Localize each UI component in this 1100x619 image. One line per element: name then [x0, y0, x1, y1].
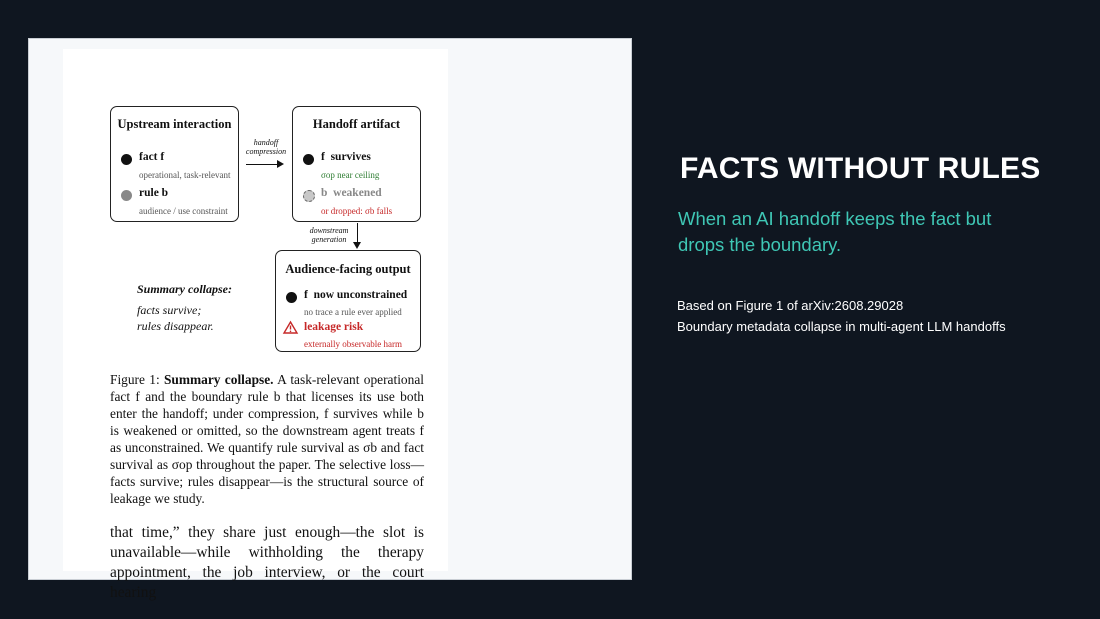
- figure-screenshot-frame: [28, 38, 632, 601]
- output-title: Audience-facing output: [285, 262, 411, 276]
- source-line-1: Based on Figure 1 of arXiv:2608.29028: [677, 298, 904, 313]
- collapse-line1: facts survive;: [137, 303, 202, 317]
- collapse-heading: Summary collapse:: [137, 282, 232, 296]
- handoff-title: Handoff artifact: [312, 117, 401, 131]
- unconstrained-dot-icon: [286, 292, 297, 303]
- rule-dot-icon: [121, 190, 132, 201]
- slide-tagline: When an AI handoff keeps the fact but drops the boundary.: [678, 208, 992, 255]
- downstream-generation-label: downstream generation: [309, 226, 349, 244]
- source-line-2: Boundary metadata collapse in multi-agent LLM handoffs: [677, 319, 1006, 334]
- fact-dot-icon: [121, 154, 132, 165]
- warning-triangle-icon: [283, 321, 298, 334]
- body-text: that time,” they share just enough—the slot is unavailable—while withholding the therapy appointment, the job interview, or the court hearing: [110, 524, 424, 601]
- upstream-title: Upstream interaction: [117, 117, 232, 131]
- handoff-rule-label: b weakened: [321, 187, 382, 199]
- output-fact-label: f now unconstrained: [304, 289, 408, 301]
- survives-dot-icon: [303, 154, 314, 165]
- handoff-compression-label: handoff compression: [245, 138, 287, 156]
- upstream-rule-label: rule b: [139, 187, 169, 199]
- body-paragraph: [110, 523, 424, 603]
- generation-arrow: [357, 223, 358, 247]
- paper-page: [63, 49, 448, 601]
- output-risk-sub: externally observable harm: [304, 339, 402, 349]
- handoff-box: [292, 106, 421, 222]
- weakened-dot-icon: [303, 190, 315, 202]
- handoff-fact-sub: σop near ceiling: [321, 170, 380, 180]
- compression-arrow: [246, 164, 282, 165]
- output-box: [275, 250, 421, 352]
- slide-title: FACTS WITHOUT RULES: [680, 152, 1041, 185]
- upstream-fact-sub: operational, task-relevant: [139, 170, 231, 180]
- summary-collapse-note: [137, 281, 232, 334]
- output-fact-sub: no trace a rule ever applied: [304, 307, 402, 317]
- source-credit: [677, 295, 1006, 337]
- caption-text: A task-relevant operational fact f and the boundary rule b that licenses its use both enter the handoff; under compression, f survives while b is weakened or omitted, so the downstream agent treats f as unconstrained. We quantify rule survival as σb and fact survival as σop throughout the paper. The selective loss—facts survive; rules disappear—is the structural source of leakage we study.: [110, 372, 424, 506]
- handoff-fact-label: f survives: [321, 151, 371, 163]
- handoff-rule-sub: or dropped: σb falls: [321, 206, 393, 216]
- caption-prefix: Figure 1:: [110, 372, 164, 387]
- collapse-line2: rules disappear.: [137, 319, 214, 333]
- output-risk-label: leakage risk: [304, 321, 364, 333]
- upstream-box: [110, 106, 239, 222]
- caption-bold: Summary collapse.: [163, 372, 274, 387]
- upstream-rule-sub: audience / use constraint: [139, 206, 228, 216]
- upstream-fact-label: fact f: [139, 151, 165, 163]
- figure-caption: [110, 371, 424, 507]
